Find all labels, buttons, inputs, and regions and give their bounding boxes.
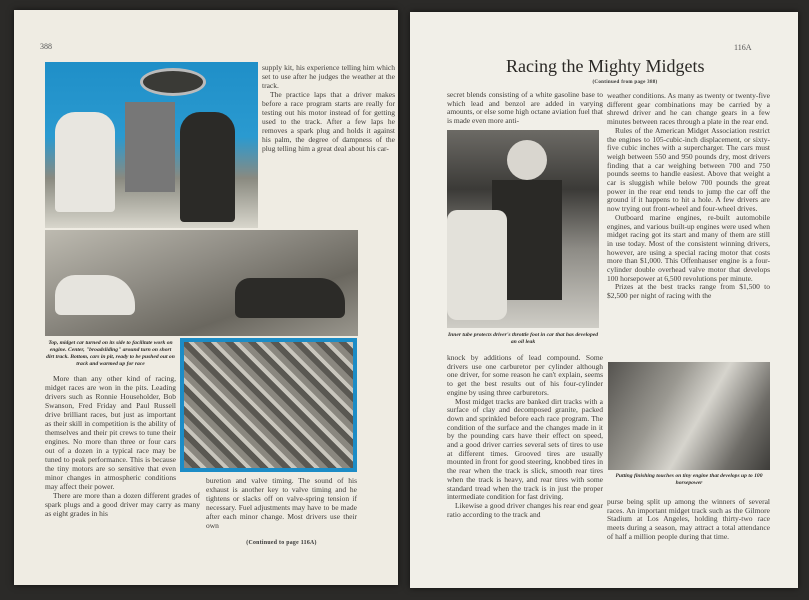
article-title: Racing the Mighty Midgets xyxy=(506,56,705,76)
right-magazine-page xyxy=(410,12,798,588)
paragraph: purse being split up among the winners of several races. An important midget track such as the Gilmore Stadium at Los Angeles, holding thirty-two race meets during a season, may attract a total attendance of half a million people during that time. xyxy=(607,497,770,541)
photo-cars-in-pit xyxy=(180,338,357,472)
photo-driver-in-car xyxy=(447,130,599,328)
continued-from-notice: (Continued from page 388) xyxy=(592,80,658,85)
article-column-bottom xyxy=(206,476,357,530)
article-column-left xyxy=(45,374,200,518)
article-column-2-top xyxy=(607,92,770,301)
paragraph: Rules of the American Midget Association restrict the engines to 105-cubic-inch displacement, or sixty-five cubic inches with a supercharger. The cars must weigh between 550 and 950 pounds dry, most drivers finding that a car weighing between 700 and 750 pounds seems to handle easiest. Above that weight a car is sluggish while below 700 pounds the great power in the rear end tends to jump the car off the ground if it happens to hit a hole. A few drivers are now trying out front-wheel and four-wheel drives. xyxy=(607,125,770,214)
article-column-1-top xyxy=(447,91,603,126)
paragraph: supply kit, his experience telling him which set to use after he judges the weather at the track. xyxy=(262,63,395,90)
paragraph: Prizes at the best tracks range from $1,500 to $2,500 per night of racing with the xyxy=(607,282,770,301)
photo-caption: Top, midget car turned on its side to facilitate work on engine. Center, "broadsliding" around turn on short dirt track. Bottom, cars in pit, ready to be pushed out on track and warmed up for race xyxy=(46,340,175,367)
paragraph: weather conditions. As many as twenty or twenty-five different gear combinations may be carried by a shrewd driver and he can change gears in a few minutes between races through a plate in the rear end. xyxy=(607,91,770,127)
article-column-right-top xyxy=(262,63,395,153)
paragraph: knock by additions of lead compound. Some drivers use one carburetor per cylinder although one driver, for some reason he can't explain, seems to get the best results out of his four-cylinder engine by using three carburetors. xyxy=(447,353,603,397)
continued-notice: (Continued to page 116A) xyxy=(246,540,317,546)
photo-midget-car-on-side xyxy=(45,62,258,228)
paragraph: buretion and valve timing. The sound of his exhaust is another key to valve timing and he tightens or slacks off on valve-spring tension if necessary. Fuel adjustments may have to be made after each minor change. Most drivers use their own xyxy=(206,476,357,530)
article-column-2-bottom xyxy=(607,498,770,542)
left-magazine-page xyxy=(14,10,398,585)
photo-caption: Putting finishing touches on tiny engine that develops up to 100 horsepower xyxy=(615,473,763,486)
paragraph: More than any other kind of racing, midget races are won in the pits. Leading drivers such as Ronnie Householder, Bob Swanson, Fred Friday and Paul Russell drive brilliant races, but just as important as their skill in competition is the ability of themselves and their pit crews to tune their engines. No more than three or four cars out of a dozen in a typical race may be tuned to peak performance. This is because the tiny motors are so sensitive that even minor changes in atmospheric conditions may affect their power. xyxy=(45,374,176,491)
photo-caption: Inner tube protects driver's throttle foot in car that has developed an oil leak xyxy=(447,332,599,345)
page-number: 116A xyxy=(734,43,752,52)
photo-wrap-spacer xyxy=(176,374,200,474)
photo-broadsliding-cars xyxy=(45,230,358,336)
paragraph: Outboard marine engines, re-built automobile engines, and various built-up engines were used when midget racing got its start and many of them are still in use today. Most of the consistent winning drivers, however, are using a special racing motor that costs more than $1,000. This Offenhauser engine is a four-cylinder double overhead valve motor that develops 100 horsepower at 6,500 revolutions per minute. xyxy=(607,212,770,283)
paragraph: secret blends consisting of a white gasoline base to which lead and benzol are added in varying amounts, or else some high octane aviation fuel that is made even more anti- xyxy=(447,90,603,126)
paragraph: The practice laps that a driver makes before a race program starts are really for testing out his motor instead of for getting used to the track. After a few laps he removes a spark plug and holds it against his palm, the degree of dampness of the plug telling him a great deal about his car- xyxy=(262,90,395,153)
photo-engine-finishing-touches xyxy=(608,362,770,470)
paragraph: There are more than a dozen different grades of spark plugs and a good driver may carry as many as eight grades in his xyxy=(45,491,200,518)
article-column-1-bottom xyxy=(447,354,603,519)
paragraph: Likewise a good driver changes his rear end gear ratio according to the track and xyxy=(447,500,603,519)
page-number: 388 xyxy=(40,42,52,51)
paragraph: Most midget tracks are banked dirt tracks with a surface of clay and decomposed granite, packed down and sprinkled before each race program. The condition of the surface and the changes made in it by the pounding cars have their effect on speed, and a good driver carries several sets of tires to use at different times. Grooved tires are usually mounted in front for good steering, knobbed tires in the rear when the track is slick, smooth rear tires when the track is heavy, and rear tires with some standard tread when the track is in just the proper intermediate condition for fast driving. xyxy=(447,396,603,502)
